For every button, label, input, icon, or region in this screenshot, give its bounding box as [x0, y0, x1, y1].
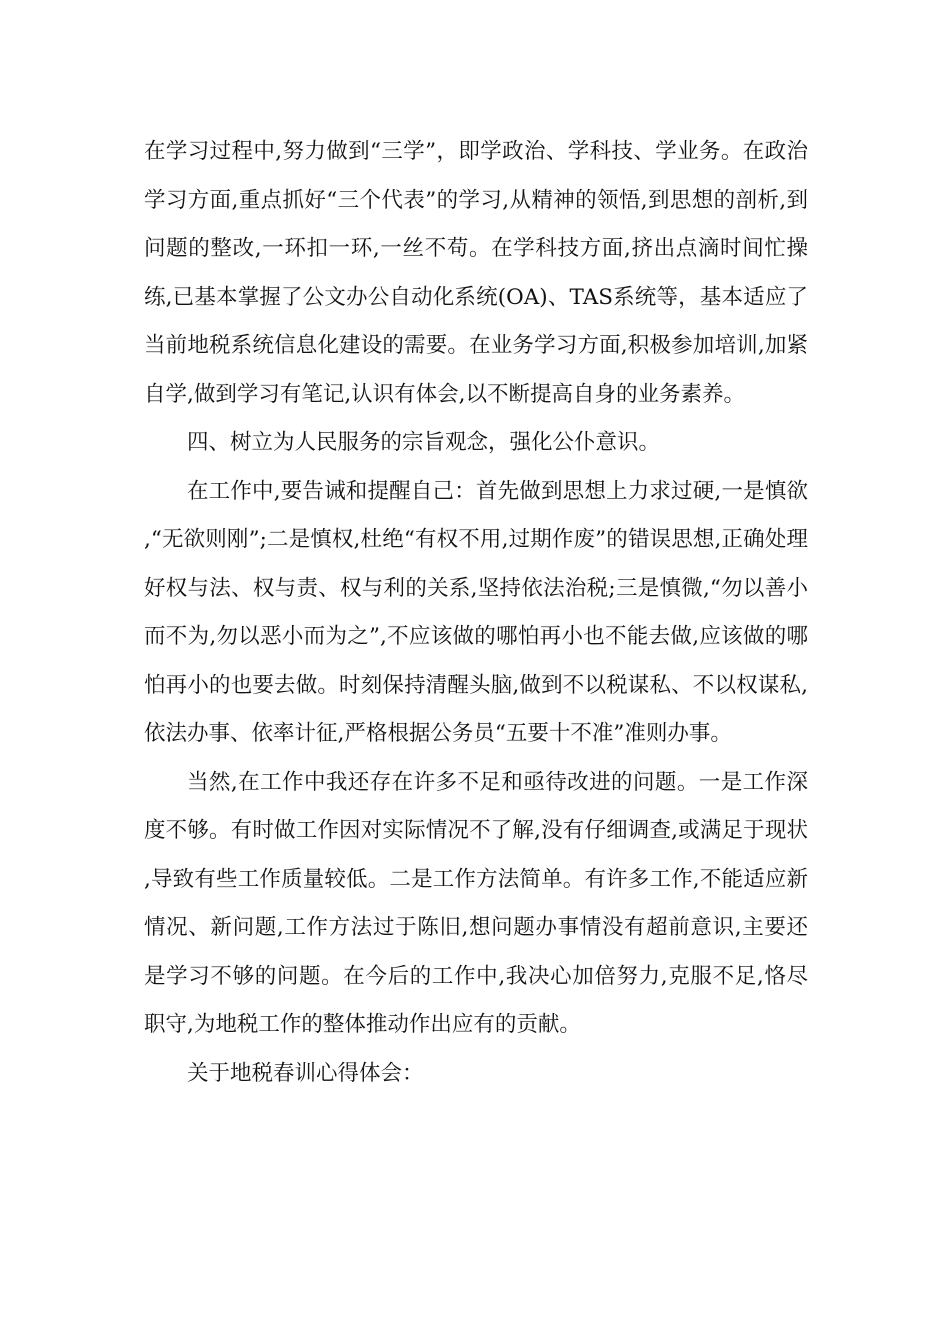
document-body	[144, 128, 808, 1098]
paragraph-spring-training: 关于地税春训心得体会：	[187, 1060, 424, 1086]
paragraph-heading-four: 四、树立为人民服务的宗旨观念，强化公仆意识。	[187, 430, 661, 455]
paragraph-self-discipline: 在工作中,要告诫和提醒自己：首先做到思想上力求过硬,一是慎欲,“无欲则刚”;二是慎权,杜绝“有权不用,过期作废”的错误思想,正确处理好权与法、权与责、权与利的关系,坚持依法治税;三是慎微,“勿以善小而不为,勿以恶小而为之”,不应该做的哪怕再小也不能去做,应该做的哪怕再小的也要去做。时刻保持清醒头脑,做到不以税谋私、不以权谋私,依法办事、依率计征,严格根据公务员“五要十不准”准则办事。	[144, 478, 808, 746]
paragraph-shortcomings: 当然,在工作中我还存在许多不足和亟待改进的问题。一是工作深度不够。有时做工作因对实际情况不了解,没有仔细调查,或满足于现状,导致有些工作质量较低。二是工作方法简单。有许多工作,不能适应新情况、新问题,工作方法过于陈旧,想问题办事情没有超前意识,主要还是学习不够的问题。在今后的工作中,我决心加倍努力,克服不足,恪尽职守,为地税工作的整体推动作出应有的贡献。	[144, 769, 808, 1037]
paragraph-study: 在学习过程中,努力做到“三学”，即学政治、学科技、学业务。在政治学习方面,重点抓好“三个代表”的学习,从精神的领悟,到思想的剖析,到问题的整改,一环扣一环,一丝不苟。在学科技方面,挤出点滴时间忙操练,已基本掌握了公文办公自动化系统(OA)、TAS系统等，基本适应了当前地税系统信息化建设的需要。在业务学习方面,积极参加培训,加紧自学,做到学习有笔记,认识有体会,以不断提高自身的业务素养。	[144, 139, 808, 407]
